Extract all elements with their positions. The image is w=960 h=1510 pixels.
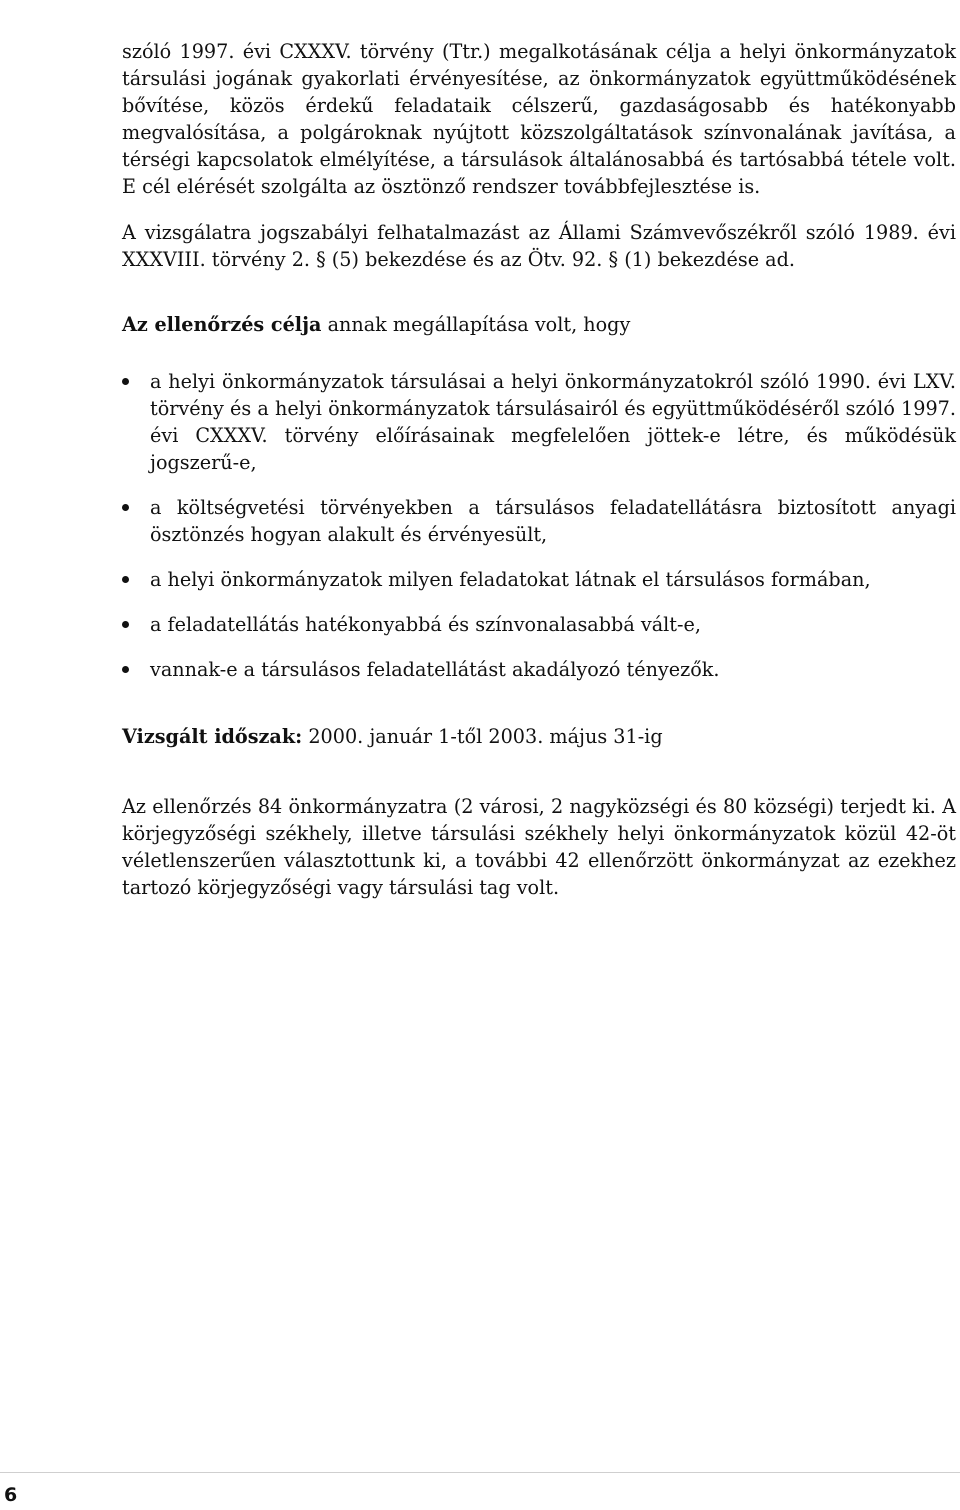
bullet-text: vannak-e a társulásos feladatellátást akadályozó tényezők.	[150, 658, 720, 681]
bullet-icon	[122, 621, 129, 628]
intro-paragraph: szóló 1997. évi CXXXV. törvény (Ttr.) megalkotásának célja a helyi önkormányzatok társulási jogának gyakorlati érvényesítése, az önkormányzatok együttműködésének bővítése, közös érdekű feladataik célszerű, gazdaságosabb és hatékonyabb megvalósítása, a polgároknak nyújtott közszolgáltatások színvonalának javítása, a térségi kapcsolatok elmélyítése, a társulások általánosabbá és tartósabbá tétele volt. E cél elérését szolgálta az ösztönző rendszer továbbfejlesztése is.	[122, 40, 956, 198]
footer-divider	[0, 1472, 960, 1473]
bullet-text: a feladatellátás hatékonyabbá és színvonalasabbá vált-e,	[150, 613, 701, 636]
bullet-item	[122, 656, 956, 683]
bullet-item	[122, 368, 956, 476]
authorization-paragraph: A vizsgálatra jogszabályi felhatalmazást az Állami Számvevőszékről szóló 1989. évi XXXVIII. törvény 2. § (5) bekezdése és az Ötv. 92. § (1) bekezdése ad.	[122, 221, 956, 271]
bullet-icon	[122, 378, 129, 385]
goal-bullet-list	[122, 368, 956, 683]
period-label: Vizsgált időszak:	[122, 725, 303, 748]
goal-label: Az ellenőrzés célja	[122, 313, 322, 336]
bullet-item	[122, 494, 956, 548]
bullet-text: a helyi önkormányzatok társulásai a helyi önkormányzatokról szóló 1990. évi LXV. törvény és a helyi önkormányzatok társulásairól és együttműködéséről szóló 1997. évi CXXXV. törvény előírásainak megfelelően jöttek-e létre, és működésük jogszerű-e,	[150, 370, 956, 474]
bullet-item	[122, 566, 956, 593]
bullet-icon	[122, 504, 129, 511]
period-paragraph	[122, 723, 956, 750]
bullet-text: a helyi önkormányzatok milyen feladatokat látnak el társulásos formában,	[150, 568, 871, 591]
bullet-item	[122, 611, 956, 638]
bullet-icon	[122, 576, 129, 583]
bullet-text: a költségvetési törvényekben a társulásos feladatellátásra biztosított anyagi ösztönzés hogyan alakult és érvényesült,	[150, 496, 956, 546]
goal-paragraph	[122, 311, 956, 338]
period-text: 2000. január 1-től 2003. május 31-ig	[302, 725, 663, 748]
page-number: 6	[4, 1484, 18, 1506]
document-page	[122, 38, 956, 901]
bullet-icon	[122, 666, 129, 673]
goal-text: annak megállapítása volt, hogy	[321, 313, 631, 336]
scope-paragraph: Az ellenőrzés 84 önkormányzatra (2 városi, 2 nagyközségi és 80 községi) terjedt ki. A körjegyzőségi székhely, illetve társulási székhely helyi önkormányzatok közül 42-öt véletlenszerűen választottunk ki, a további 42 ellenőrzött önkormányzat az ezekhez tartozó körjegyzőségi vagy társulási tag volt.	[122, 795, 956, 899]
